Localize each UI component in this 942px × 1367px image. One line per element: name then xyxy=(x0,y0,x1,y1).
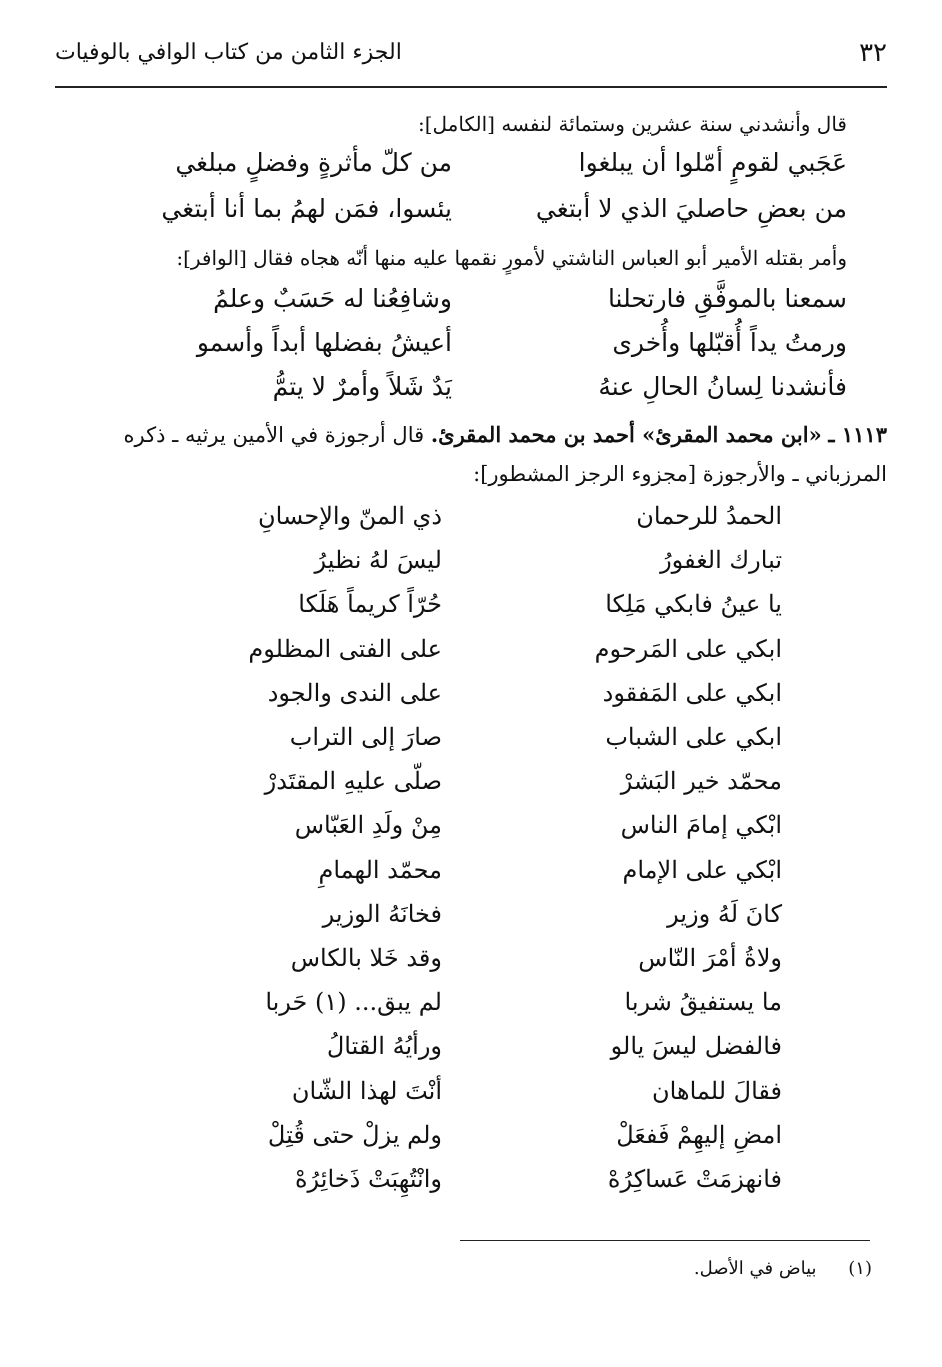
verse-first-hemistich: ورمتُ يداً أُقبّلها وأُخرى xyxy=(612,328,847,357)
rajaz-line xyxy=(150,900,782,940)
rajaz-line xyxy=(150,1032,782,1072)
verse-line xyxy=(95,372,847,412)
rajaz-first-hemistich: يا عينُ فابكي مَلِكا xyxy=(605,590,782,618)
rajaz-first-hemistich: الحمدُ للرحمان xyxy=(636,502,782,530)
rajaz-line xyxy=(150,546,782,586)
rajaz-second-hemistich: لم يبق... (١) حَربا xyxy=(265,988,442,1016)
rajaz-line xyxy=(150,635,782,675)
poem-intro-1: قال وأنشدني سنة عشرين وستمائة لنفسه [الكامل]: xyxy=(417,112,847,136)
verse-second-hemistich: أعيشُ بفضلها أبداً وأسمو xyxy=(196,328,452,357)
rajaz-second-hemistich: على الندى والجود xyxy=(267,679,442,707)
rajaz-line xyxy=(150,988,782,1028)
rajaz-second-hemistich: محمّد الهمامِ xyxy=(318,856,442,884)
footnote-number: (١) xyxy=(848,1258,872,1279)
rajaz-second-hemistich: حُرّاً كريماً هَلَكا xyxy=(298,590,442,618)
rajaz-first-hemistich: ابكي على المَرحوم xyxy=(594,635,782,663)
rajaz-first-hemistich: امضِ إليهِمْ فَفعَلْ xyxy=(616,1121,782,1149)
entry-text-continued: المرزباني ـ والأرجوزة [مجزوء الرجز المشطور]: xyxy=(473,462,887,486)
verse-line xyxy=(95,194,847,234)
poem-intro-2: وأمر بقتله الأمير أبو العباس الناشتي لأمورٍ نقمها عليه منها أنّه هجاه فقال [الوافر]: xyxy=(176,246,847,270)
verse-line xyxy=(95,148,847,188)
rajaz-second-hemistich: مِنْ ولَدِ العَبّاس xyxy=(294,811,442,839)
rajaz-second-hemistich: صلّى عليهِ المقتَدرْ xyxy=(264,767,442,795)
rajaz-line xyxy=(150,767,782,807)
rajaz-line xyxy=(150,856,782,896)
rajaz-second-hemistich: صارَ إلى التراب xyxy=(289,723,442,751)
header-rule xyxy=(55,86,887,88)
rajaz-first-hemistich: ابْكي إمامَ الناس xyxy=(620,811,782,839)
entry-title: «ابن محمد المقرئ» أحمد بن محمد المقرئ. xyxy=(430,422,822,447)
rajaz-second-hemistich: ولم يزلْ حتى قُتِلْ xyxy=(267,1121,442,1149)
rajaz-first-hemistich: فانهزمَتْ عَساكِرُهْ xyxy=(607,1165,782,1193)
verse-first-hemistich: من بعضِ حاصليَ الذي لا أبتغي xyxy=(535,194,847,223)
rajaz-first-hemistich: ابكي على المَفقود xyxy=(602,679,782,707)
footnote-rule xyxy=(460,1240,870,1241)
entry-number: ١١١٣ ـ xyxy=(828,422,887,447)
verse-first-hemistich: فأنشدنا لِسانُ الحالِ عنهُ xyxy=(598,372,847,401)
entry-text: قال أرجوزة في الأمين يرثيه ـ ذكره xyxy=(123,423,425,447)
footnote xyxy=(694,1258,872,1279)
rajaz-second-hemistich: ليسَ لهُ نظيرُ xyxy=(314,546,442,574)
verse-line xyxy=(95,284,847,324)
rajaz-second-hemistich: وانْتُهِبَتْ ذَخائِرُهْ xyxy=(294,1165,442,1193)
rajaz-line xyxy=(150,1077,782,1117)
verse-second-hemistich: يئسوا، فمَن لهمُ بما أنا أبتغي xyxy=(161,194,452,223)
verse-second-hemistich: من كلّ مأثرةٍ وفضلٍ مبلغي xyxy=(175,148,452,177)
rajaz-second-hemistich: أنْتَ لهذا الشّان xyxy=(291,1077,442,1105)
rajaz-second-hemistich: فخانَهُ الوزير xyxy=(322,900,442,928)
rajaz-second-hemistich: ذي المنّ والإحسانِ xyxy=(258,502,442,530)
rajaz-second-hemistich: على الفتى المظلوم xyxy=(248,635,442,663)
rajaz-second-hemistich: ورأيُهُ القتالُ xyxy=(326,1032,442,1060)
rajaz-first-hemistich: ما يستفيقُ شربا xyxy=(624,988,782,1016)
page-header xyxy=(55,34,887,74)
rajaz-first-hemistich: تبارك الغفورُ xyxy=(660,546,782,574)
verse-first-hemistich: سمعنا بالموفَّقِ فارتحلنا xyxy=(607,284,847,313)
rajaz-second-hemistich: وقد خَلا بالكاس xyxy=(290,944,442,972)
rajaz-line xyxy=(150,811,782,851)
verse-second-hemistich: يَدٌ شَلاً وأمرٌ لا يتمُّ xyxy=(272,372,452,401)
footnote-text: بياض في الأصل. xyxy=(693,1258,817,1279)
rajaz-line xyxy=(150,944,782,984)
rajaz-line xyxy=(150,679,782,719)
rajaz-line xyxy=(150,1121,782,1161)
rajaz-first-hemistich: فالفضل ليسَ يالو xyxy=(610,1032,782,1060)
rajaz-first-hemistich: كانَ لَهُ وزير xyxy=(667,900,782,928)
verse-first-hemistich: عَجَبي لقومٍ أمّلوا أن يبلغوا xyxy=(578,148,847,177)
rajaz-first-hemistich: ولاةُ أمْرَ النّاس xyxy=(638,944,782,972)
rajaz-first-hemistich: ابْكي على الإمام xyxy=(622,856,782,884)
rajaz-first-hemistich: ابكي على الشباب xyxy=(605,723,782,751)
rajaz-line xyxy=(150,502,782,542)
running-title: الجزء الثامن من كتاب الوافي بالوفيات xyxy=(55,40,402,65)
verse-second-hemistich: وشافِعُنا له حَسَبٌ وعلمُ xyxy=(213,284,452,313)
rajaz-first-hemistich: فقالَ للماهان xyxy=(651,1077,782,1105)
rajaz-first-hemistich: محمّد خير البَشرْ xyxy=(620,767,782,795)
rajaz-line xyxy=(150,590,782,630)
page-number: ٣٢ xyxy=(859,38,887,68)
entry-heading-line xyxy=(55,422,887,447)
verse-line xyxy=(95,328,847,368)
rajaz-line xyxy=(150,1165,782,1205)
rajaz-line xyxy=(150,723,782,763)
